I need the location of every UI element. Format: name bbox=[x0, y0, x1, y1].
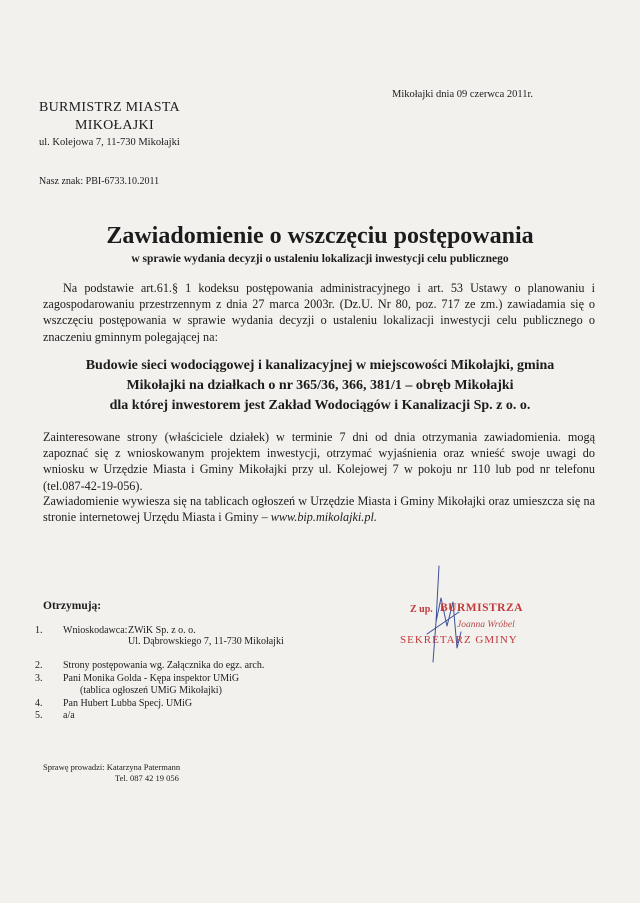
place-date: Mikołajki dnia 09 czerwca 2011r. bbox=[392, 89, 534, 100]
notice-text: Zawiadomienie wywiesza się na tablicach ogłoszeń w Urzędzie Miasta i Gminy Mikołajki oraz umieszcza się na stronie internetowej Urzędu Miasta i Gminy – bbox=[43, 494, 595, 525]
signature-title: BURMISTRZA bbox=[440, 602, 523, 614]
office-name: BURMISTRZ MIASTA bbox=[39, 100, 180, 115]
recipient-number: 2. bbox=[35, 660, 43, 671]
recipients-heading: Otrzymują: bbox=[43, 600, 102, 612]
recipient-address: Ul. Dąbrowskiego 7, 11-730 Mikołajki bbox=[128, 636, 284, 647]
recipient-number: 1. bbox=[35, 625, 43, 636]
recipient-number: 3. bbox=[35, 673, 43, 684]
recipient-text: Strony postępowania wg. Załącznika do egz. arch. bbox=[63, 660, 265, 671]
recipient-label: Wnioskodawca: bbox=[63, 625, 128, 636]
office-address: ul. Kolejowa 7, 11-730 Mikołajki bbox=[39, 137, 180, 148]
recipient-number: 5. bbox=[35, 710, 43, 721]
signature-scribble bbox=[395, 562, 545, 672]
website-url: www.bip.mikolajki.pl. bbox=[270, 510, 377, 525]
intro-paragraph: Na podstawie art.61.§ 1 kodeksu postępowania administracyjnego i art. 53 Ustawy o planowaniu i zagospodarowaniu przestrzennym z dnia 27 marca 2003r. (Dz.U. Nr 80, poz. 717 ze zm.) zawiadamia się o wszczęciu postępowania w sprawie wydania decyzji o ustaleniu lokalizacji inwestycji celu publicznego o znaczeniu gminnym polegającej na: bbox=[43, 281, 595, 344]
recipient-text: a/a bbox=[63, 710, 75, 721]
project-description-line: Budowie sieci wodociągowej i kanalizacyjnej w miejscowości Mikołajki, gmina bbox=[85, 358, 555, 373]
project-description-line: dla której inwestorem jest Zakład Wodociągów i Kanalizacji Sp. z o. o. bbox=[109, 398, 531, 413]
signature-secretary: SEKRETARZ GMINY bbox=[400, 634, 518, 646]
project-description-line: Mikołajki na działkach o nr 365/36, 366, 381/1 – obręb Mikołajki bbox=[126, 378, 514, 393]
recipient-text: Pani Monika Golda - Kępa inspektor UMiG bbox=[63, 673, 240, 684]
recipient-text: Pan Hubert Lubba Specj. UMiG bbox=[63, 698, 193, 709]
case-officer-phone: Tel. 087 42 19 056 bbox=[115, 773, 179, 783]
recipient-note: (tablica ogłoszeń UMiG Mikołajki) bbox=[80, 685, 222, 696]
signature-stamp bbox=[395, 562, 545, 672]
office-city: MIKOŁAJKI bbox=[75, 118, 154, 133]
recipient-text: ZWiK Sp. z o. o. bbox=[128, 625, 196, 636]
interested-parties-paragraph: Zainteresowane strony (właściciele działek) w terminie 7 dni od dnia otrzymania zawiadomienia. mogą zapoznać się z wnioskowanym projektem inwestycji, otrzymać wyjaśnienia oraz wnieść swoje uwagi do wniosku w Urzędzie Miasta i Gminy Mikołajki przy ul. Kolejowej 7 w pokoju nr 110 lub pod nr telefonu (tel.087-42-19-056). bbox=[43, 430, 595, 493]
document-subtitle: w sprawie wydania decyzji o ustaleniu lokalizacji inwestycji celu publicznego bbox=[131, 253, 509, 265]
signature-name: Joanna Wróbel bbox=[457, 620, 515, 630]
reference-number: Nasz znak: PBI-6733.10.2011 bbox=[39, 176, 160, 187]
notice-paragraph bbox=[43, 493, 595, 525]
signature-prefix: Z up. bbox=[410, 604, 433, 615]
recipient-number: 4. bbox=[35, 698, 43, 709]
case-officer: Sprawę prowadzi: Katarzyna Patermann bbox=[43, 762, 181, 772]
document-title: Zawiadomienie o wszczęciu postępowania bbox=[106, 223, 534, 249]
